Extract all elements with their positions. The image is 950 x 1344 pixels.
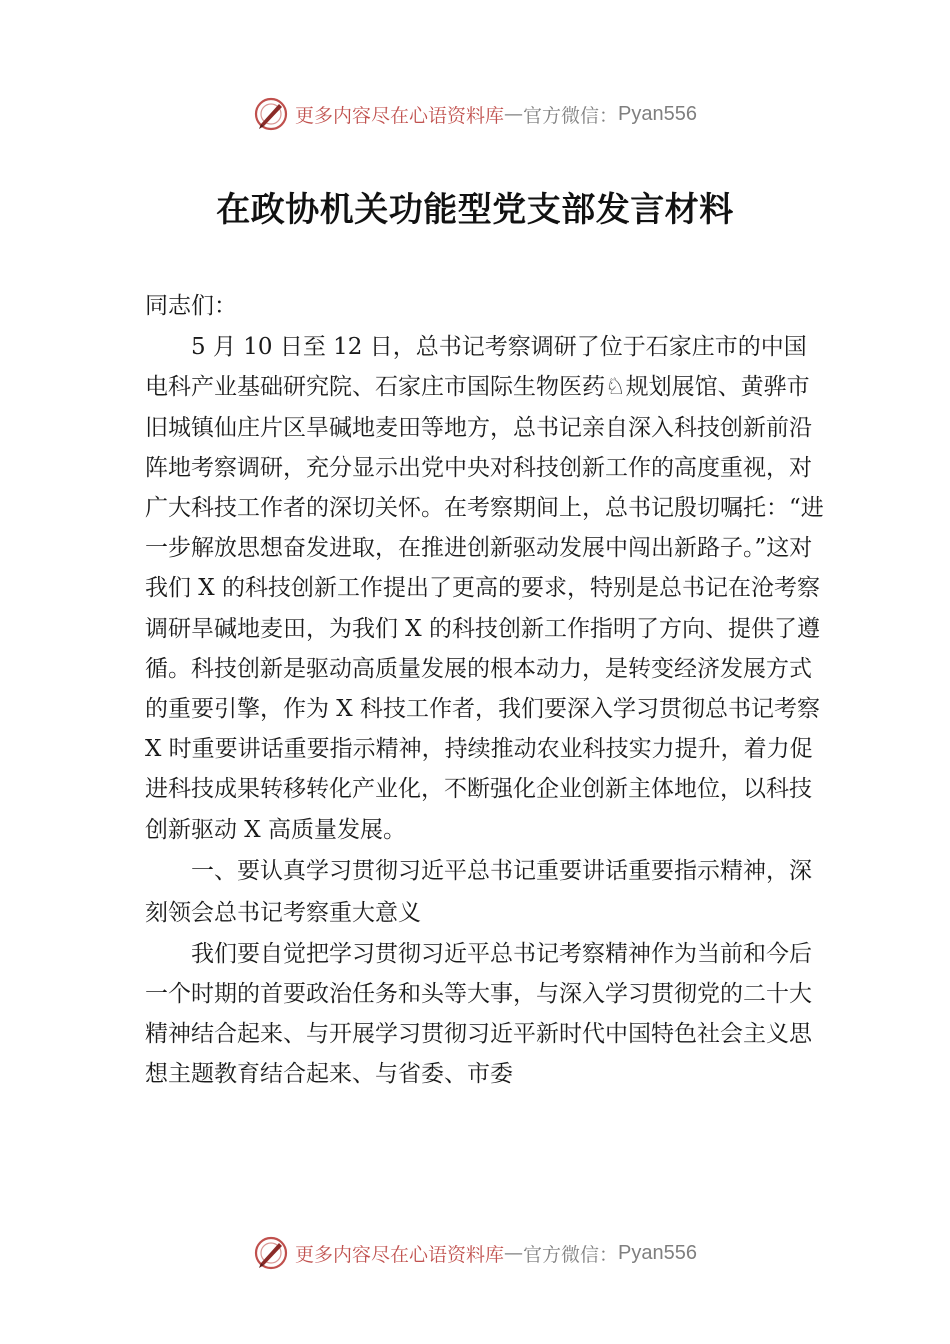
section-paragraph: 我们要自觉把学习贯彻习近平总书记考察精神作为当前和今后一个时期的首要政治任务和头等大事，与深入学习贯彻党的二十大精神结合起来、与开展学习贯彻习近平新时代中国特色社会主义思想主题教育结合起来、与省委、市委 bbox=[145, 940, 812, 1088]
watermark-wechat-label: 官方微信： bbox=[523, 104, 619, 127]
watermark-dash: — bbox=[504, 1242, 524, 1264]
section-heading: 一、要认真学习贯彻习近平总书记重要讲话重要指示精神，深刻领会总书记考察重大意义 bbox=[145, 857, 812, 926]
brush-logo-icon bbox=[253, 1235, 289, 1271]
watermark-dash: — bbox=[504, 103, 524, 125]
watermark-wechat-id: Pyan556 bbox=[618, 1241, 697, 1264]
footer-watermark bbox=[0, 1233, 950, 1273]
salutation: 同志们： bbox=[145, 293, 237, 319]
body-paragraph: 5 月 10 日至 12 日，总书记考察调研了位于石家庄市的中国电科产业基础研究院、石家庄市国际生物医药♘规划展馆、黄骅市旧城镇仙庄片区旱碱地麦田等地方，总书记亲自深入科技创新前沿阵地考察调研，充分显示出党中央对科技创新工作的高度重视，对广大科技工作者的深切关怀。在考察期间上，总书记殷切嘱托：“进一步解放思想奋发进取，在推进创新驱动发展中闯出新路子。”这对我们 X 的科技创新工作提出了更高的要求，特别是总书记在沧考察调研旱碱地麦田，为我们 X 的科技创新工作指明了方向、提供了遵循。科技创新是驱动高质量发展的根本动力，是转变经济发展方式的重要引擎，作为 X 科技工作者，我们要深入学习贯彻总书记考察 X 时重要讲话重要指示精神，持续推动农业科技实力提升，着力促进科技成果转移转化产业化，不断强化企业创新主体地位，以科技创新驱动 X 高质量发展。 bbox=[145, 334, 824, 843]
document-title: 在政协机关功能型党支部发言材料 bbox=[216, 190, 734, 230]
watermark-brand-text: 更多内容尽在心语资料库 bbox=[295, 104, 505, 127]
header-watermark bbox=[0, 94, 950, 134]
document-body bbox=[145, 286, 825, 1095]
watermark-wechat-id: Pyan556 bbox=[618, 102, 697, 125]
watermark-wechat-label: 官方微信： bbox=[523, 1243, 619, 1266]
brush-logo-icon bbox=[253, 96, 289, 132]
watermark-brand-text: 更多内容尽在心语资料库 bbox=[295, 1243, 505, 1266]
